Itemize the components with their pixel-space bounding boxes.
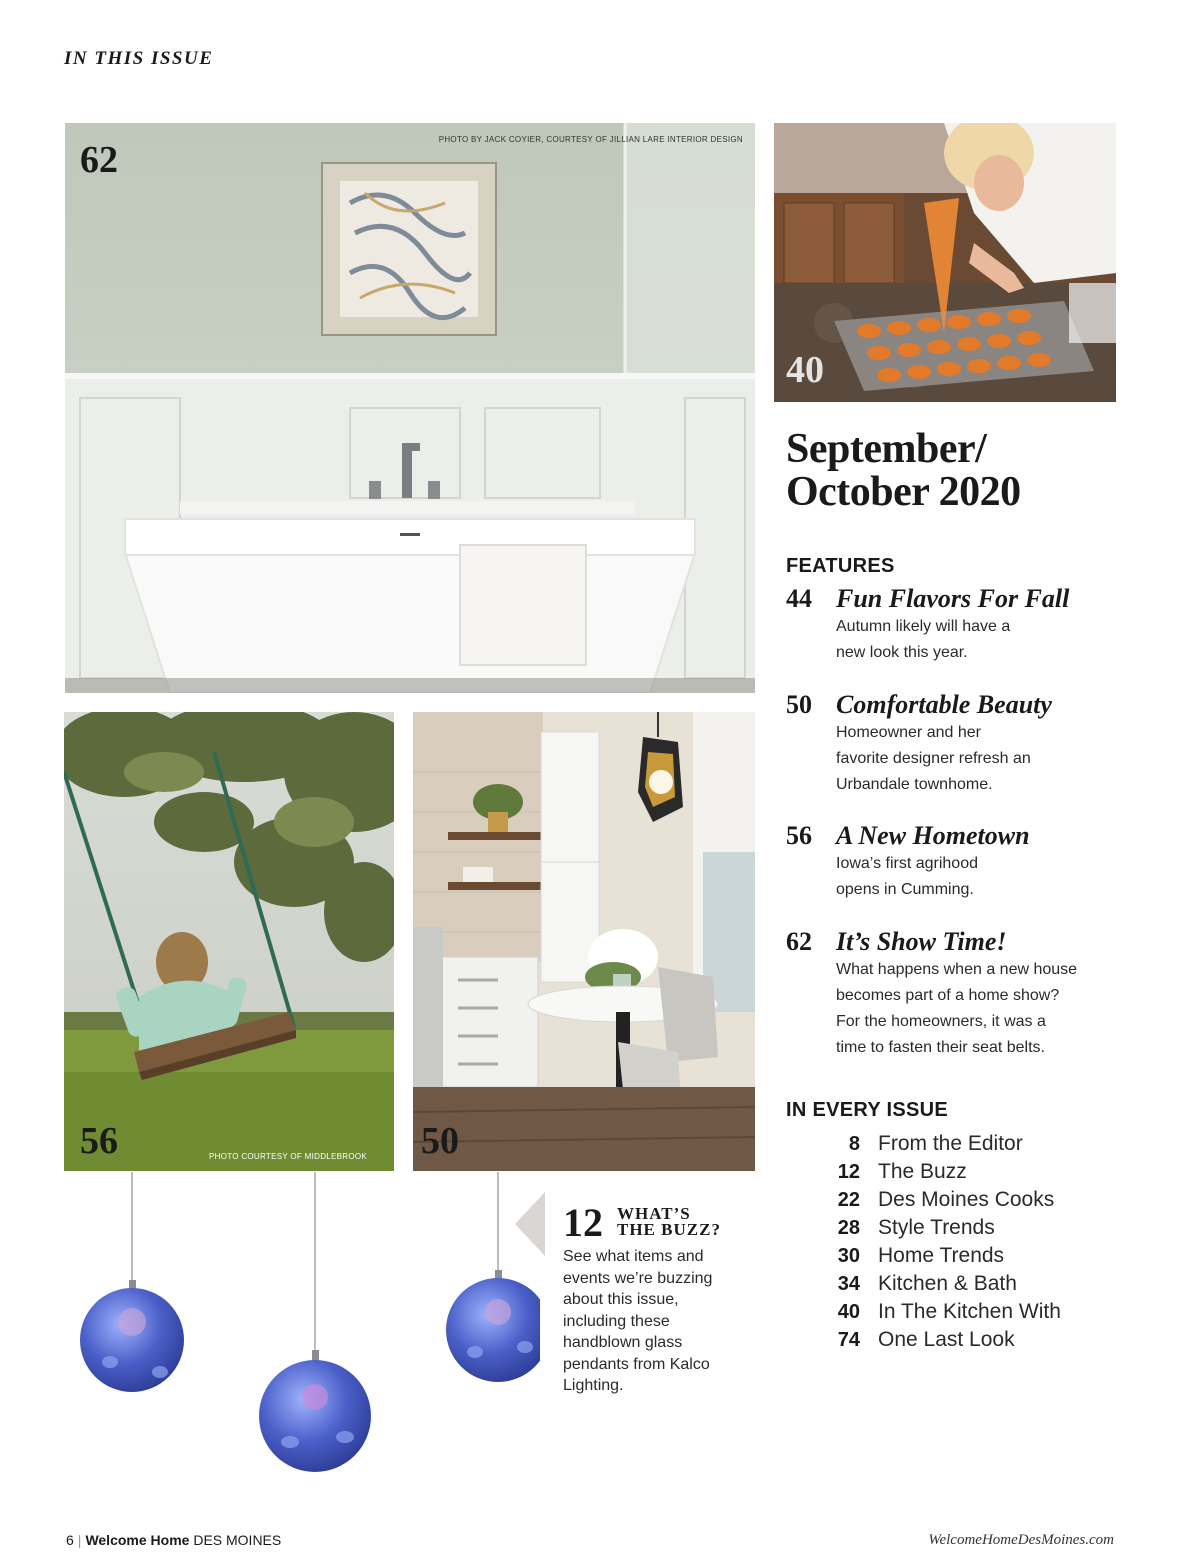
bathroom-photo	[65, 123, 755, 693]
footer-folio: 6 | Welcome Home DES MOINES	[66, 1532, 282, 1548]
item-page-number: 74	[837, 1329, 860, 1351]
feature-page-number: 62	[786, 927, 812, 956]
feature-item[interactable]	[786, 584, 1126, 666]
section-tag: IN THIS ISSUE	[64, 48, 214, 69]
feature-description: Autumn likely will have a new look this year.	[836, 618, 1011, 661]
list-item[interactable]	[786, 1216, 1126, 1244]
feature-page-number: 50	[786, 690, 812, 719]
footer-website[interactable]: WelcomeHomeDesMoines.com	[928, 1532, 1114, 1548]
pendant-globe	[80, 1288, 184, 1392]
feature-item[interactable]	[786, 690, 1126, 798]
photo-page-number: 50	[421, 1120, 459, 1162]
features-heading: FEATURES	[786, 555, 895, 577]
buzz-description: See what items and events we’re buzzing about this issue, including these handblown glass pendants from Kalco Lighting.	[563, 1248, 713, 1394]
feature-title: Fun Flavors For Fall	[836, 584, 1070, 613]
list-item[interactable]	[786, 1300, 1126, 1328]
swing-photo	[64, 712, 394, 1171]
list-item[interactable]	[786, 1244, 1126, 1272]
photo-credit: PHOTO COURTESY OF MIDDLEBROOK	[209, 1152, 368, 1161]
item-page-number: 40	[837, 1301, 860, 1323]
magazine-city: DES MOINES	[193, 1532, 282, 1548]
pendant-globe	[259, 1360, 371, 1472]
item-title: The Buzz	[878, 1160, 967, 1183]
pointer-triangle-icon	[515, 1192, 547, 1256]
item-title: Home Trends	[878, 1244, 1005, 1267]
every-issue-list	[786, 1132, 1126, 1356]
item-page-number: 28	[837, 1217, 860, 1239]
item-title: Style Trends	[878, 1216, 995, 1239]
list-item[interactable]	[786, 1328, 1126, 1356]
feature-description: What happens when a new house becomes part of a home show? For the homeowners, it was a time to fasten their seat belts.	[836, 961, 1078, 1056]
feature-item[interactable]	[786, 821, 1126, 903]
glass-pendants-image	[60, 1172, 540, 1492]
item-page-number: 22	[837, 1189, 860, 1211]
magazine-name: Welcome Home	[85, 1532, 190, 1548]
list-item[interactable]	[786, 1160, 1126, 1188]
every-issue-heading: IN EVERY ISSUE	[786, 1099, 949, 1121]
photo-credit: PHOTO BY JACK COYIER, COURTESY OF JILLIAN LARE INTERIOR DESIGN	[438, 135, 743, 144]
photo-page-number: 62	[80, 139, 118, 181]
photo-page-number: 40	[786, 349, 824, 391]
kitchen-photo	[413, 712, 755, 1171]
photo-page-number: 56	[80, 1120, 118, 1162]
page-number: 6	[66, 1532, 74, 1548]
feature-title: Comfortable Beauty	[836, 690, 1052, 719]
feature-description: Iowa’s first agrihood opens in Cumming.	[836, 855, 978, 898]
item-title: In The Kitchen With	[878, 1300, 1061, 1323]
feature-title: It’s Show Time!	[836, 927, 1007, 956]
item-page-number: 8	[848, 1133, 860, 1155]
buzz-label: WHAT’S THE BUZZ?	[617, 1204, 721, 1239]
issue-date-title: September/ October 2020	[786, 426, 1021, 515]
baking-photo	[774, 123, 1116, 402]
list-item[interactable]	[786, 1272, 1126, 1300]
feature-page-number: 56	[786, 821, 812, 850]
item-page-number: 30	[837, 1245, 860, 1267]
item-page-number: 12	[837, 1161, 860, 1183]
buzz-page-number: 12	[563, 1200, 603, 1245]
item-title: Des Moines Cooks	[878, 1188, 1055, 1211]
pendant-globe	[446, 1278, 540, 1382]
list-item[interactable]	[786, 1132, 1126, 1160]
item-title: From the Editor	[878, 1132, 1023, 1155]
feature-page-number: 44	[786, 584, 812, 613]
feature-title: A New Hometown	[836, 821, 1030, 850]
list-item[interactable]	[786, 1188, 1126, 1216]
item-title: Kitchen & Bath	[878, 1272, 1017, 1295]
feature-description: Homeowner and her favorite designer refresh an Urbandale townhome.	[836, 724, 1031, 793]
feature-item[interactable]	[786, 927, 1126, 1061]
item-title: One Last Look	[878, 1328, 1015, 1351]
item-page-number: 34	[837, 1273, 860, 1295]
